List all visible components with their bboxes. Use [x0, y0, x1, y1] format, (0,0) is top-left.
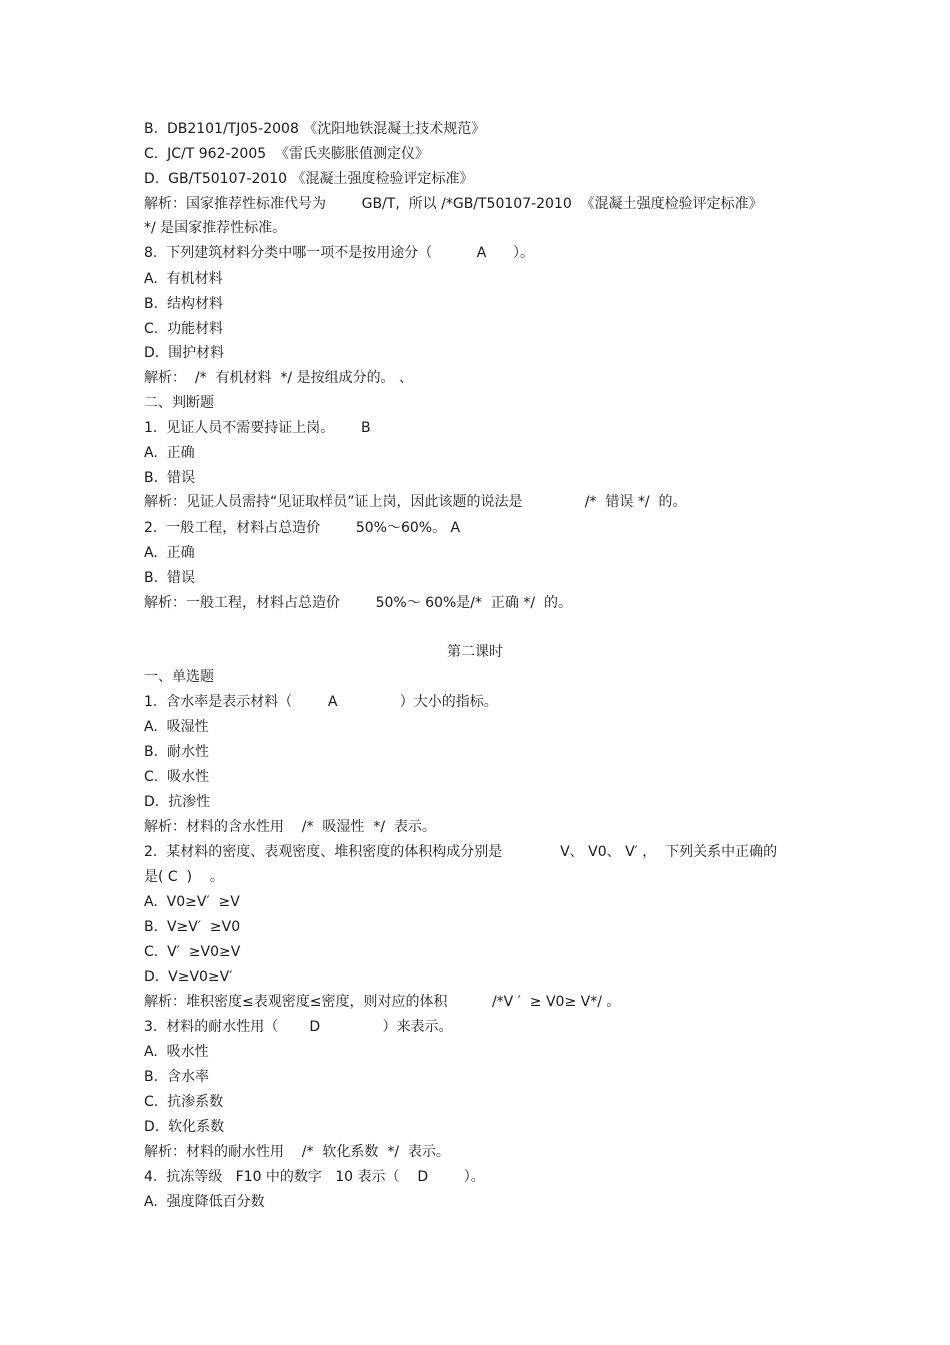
option-line: A. 吸水性 — [144, 1044, 209, 1060]
question-line: 1. 含水率是表示材料（ A ）大小的指标。 — [144, 694, 498, 710]
option-line: D. 围护材料 — [144, 345, 225, 361]
explanation-line: 解析：材料的耐水性用 /* 软化系数 */ 表示。 — [144, 1144, 450, 1160]
explanation-line: 解析：见证人员需持“见证取样员”证上岗，因此该题的说法是 /* 错误 */ 的。 — [144, 494, 687, 510]
option-line: B. 错误 — [144, 470, 195, 486]
option-line: D. GB/T50107-2010 《混凝土强度检验评定标准》 — [144, 171, 474, 187]
question-line: 2. 一般工程，材料占总造价 50%～60%。 A — [144, 520, 461, 536]
section-heading: 一、单选题 — [144, 669, 214, 685]
option-line: A. V0≥V′ ≥V — [144, 894, 240, 910]
section-heading: 二、判断题 — [144, 395, 214, 411]
option-line: B. DB2101/TJ05-2008 《沈阳地铁混凝土技术规范》 — [144, 121, 486, 137]
option-line: A. 正确 — [144, 545, 195, 561]
explanation-line: 解析：国家推荐性标准代号为 GB/T, 所以 /*GB/T50107-2010 《混凝土强度检验评定标准》 — [144, 196, 763, 212]
option-line: B. 结构材料 — [144, 296, 223, 312]
question-line: 3. 材料的耐水性用（ D ）来表示。 — [144, 1019, 453, 1035]
option-line: C. 抗渗系数 — [144, 1094, 224, 1110]
question-line: 2. 某材料的密度、表观密度、堆积密度的体积构成分别是 V、 V0、 V′ ， 下列关系中正确的 — [144, 844, 778, 860]
explanation-line: 解析：材料的含水性用 /* 吸湿性 */ 表示。 — [144, 819, 436, 835]
question-line: 8. 下列建筑材料分类中哪一项不是按用途分（ A ）。 — [144, 245, 535, 261]
question-line: 1. 见证人员不需要持证上岗。 B — [144, 420, 371, 436]
explanation-line: */ 是国家推荐性标准。 — [144, 220, 287, 236]
option-line: C. 吸水性 — [144, 769, 210, 785]
option-line: B. 含水率 — [144, 1069, 209, 1085]
option-line: C. 功能材料 — [144, 321, 224, 337]
option-line: B. V≥V′ ≥V0 — [144, 919, 241, 935]
option-line: A. 正确 — [144, 445, 195, 461]
question-line: 是( C ) 。 — [144, 869, 224, 885]
explanation-line: 解析：一般工程，材料占总造价 50%～ 60%是/* 正确 */ 的。 — [144, 595, 572, 611]
option-line: A. 强度降低百分数 — [144, 1194, 265, 1210]
option-line: B. 错误 — [144, 570, 195, 586]
option-line: D. 软化系数 — [144, 1119, 225, 1135]
explanation-line: 解析： /* 有机材料 */ 是按组成分的。 、 — [144, 370, 414, 386]
question-line: 4. 抗冻等级 F10 中的数字 10 表示（ D ）。 — [144, 1169, 485, 1185]
option-line: D. V≥V0≥V′ — [144, 969, 233, 985]
option-line: D. 抗渗性 — [144, 794, 211, 810]
option-line: C. JC/T 962-2005 《雷氏夹膨胀值测定仪》 — [144, 146, 430, 162]
explanation-line: 解析：堆积密度≤表观密度≤密度，则对应的体积 /*V ′ ≥ V0≥ V*/ 。 — [144, 994, 621, 1010]
option-line: A. 吸湿性 — [144, 719, 209, 735]
option-line: C. V′ ≥V0≥V — [144, 944, 241, 960]
lesson-title: 第二课时 — [447, 644, 503, 660]
option-line: A. 有机材料 — [144, 271, 223, 287]
option-line: B. 耐水性 — [144, 744, 209, 760]
